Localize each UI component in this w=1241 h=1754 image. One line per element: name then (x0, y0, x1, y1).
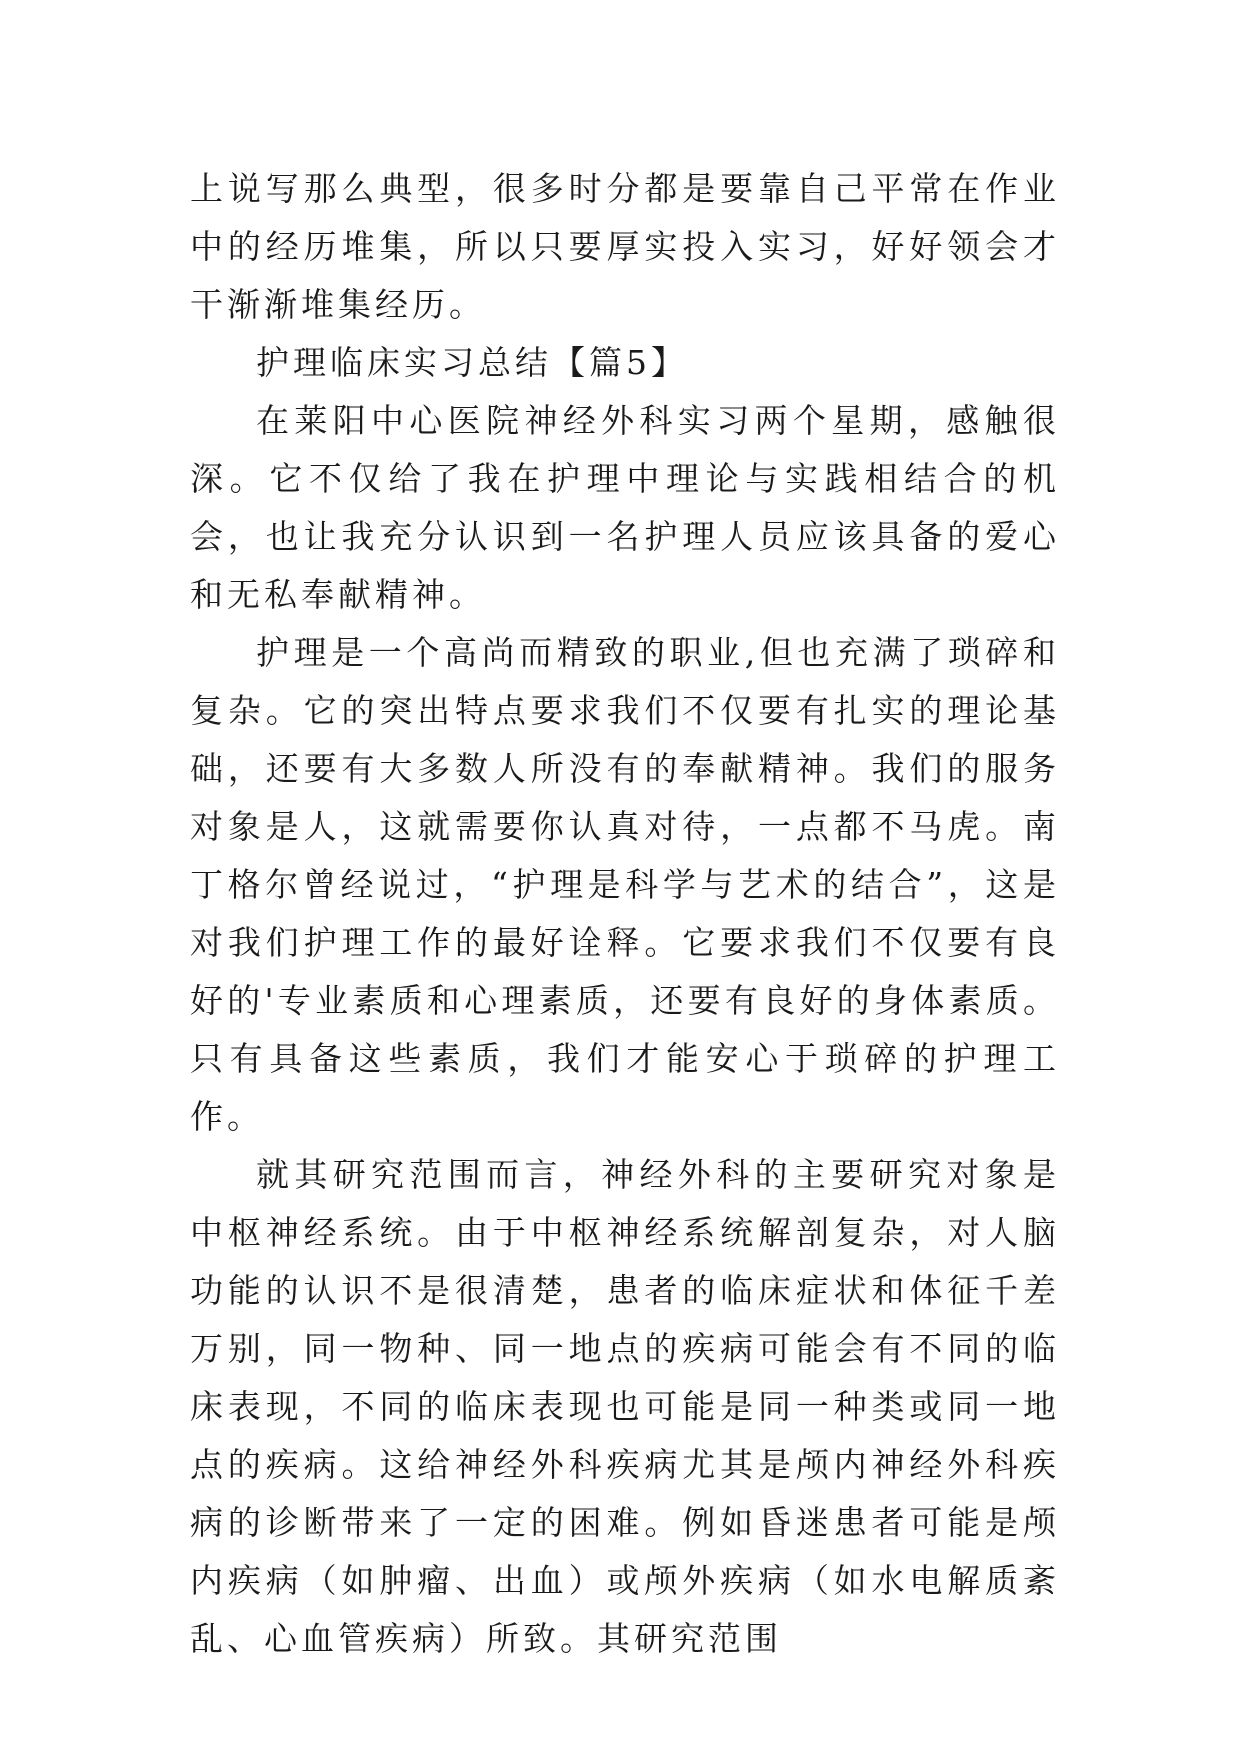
paragraph-continuation: 上说写那么典型，很多时分都是要靠自己平常在作业中的经历堆集，所以只要厚实投入实习，好好领会才干渐渐堆集经历。 (190, 169, 1060, 324)
paragraph: 护理是一个高尚而精致的职业,但也充满了琐碎和复杂。它的突出特点要求我们不仅要有扎实的理论基础，还要有大多数人所没有的奉献精神。我们的服务对象是人，这就需要你认真对待，一点都不马虎。南丁格尔曾经说过，“护理是科学与艺术的结合”，这是对我们护理工作的最好诠释。它要求我们不仅要有良好的'专业素质和心理素质，还要有良好的身体素质。只有具备这些素质，我们才能安心于琐碎的护理工作。 (190, 633, 1060, 1136)
paragraph: 在莱阳中心医院神经外科实习两个星期，感触很深。它不仅给了我在护理中理论与实践相结合的机会，也让我充分认识到一名护理人员应该具备的爱心和无私奉献精神。 (190, 401, 1060, 614)
document-body (190, 160, 1060, 1668)
paragraph: 就其研究范围而言，神经外科的主要研究对象是中枢神经系统。由于中枢神经系统解剖复杂，对人脑功能的认识不是很清楚，患者的临床症状和体征千差万别，同一物种、同一地点的疾病可能会有不同的临床表现，不同的临床表现也可能是同一种类或同一地点的疾病。这给神经外科疾病尤其是颅内神经外科疾病的诊断带来了一定的困难。例如昏迷患者可能是颅内疾病（如肿瘤、出血）或颅外疾病（如水电解质紊乱、心血管疾病）所致。其研究范围 (190, 1155, 1060, 1658)
section-heading: 护理临床实习总结【篇5】 (256, 343, 688, 382)
